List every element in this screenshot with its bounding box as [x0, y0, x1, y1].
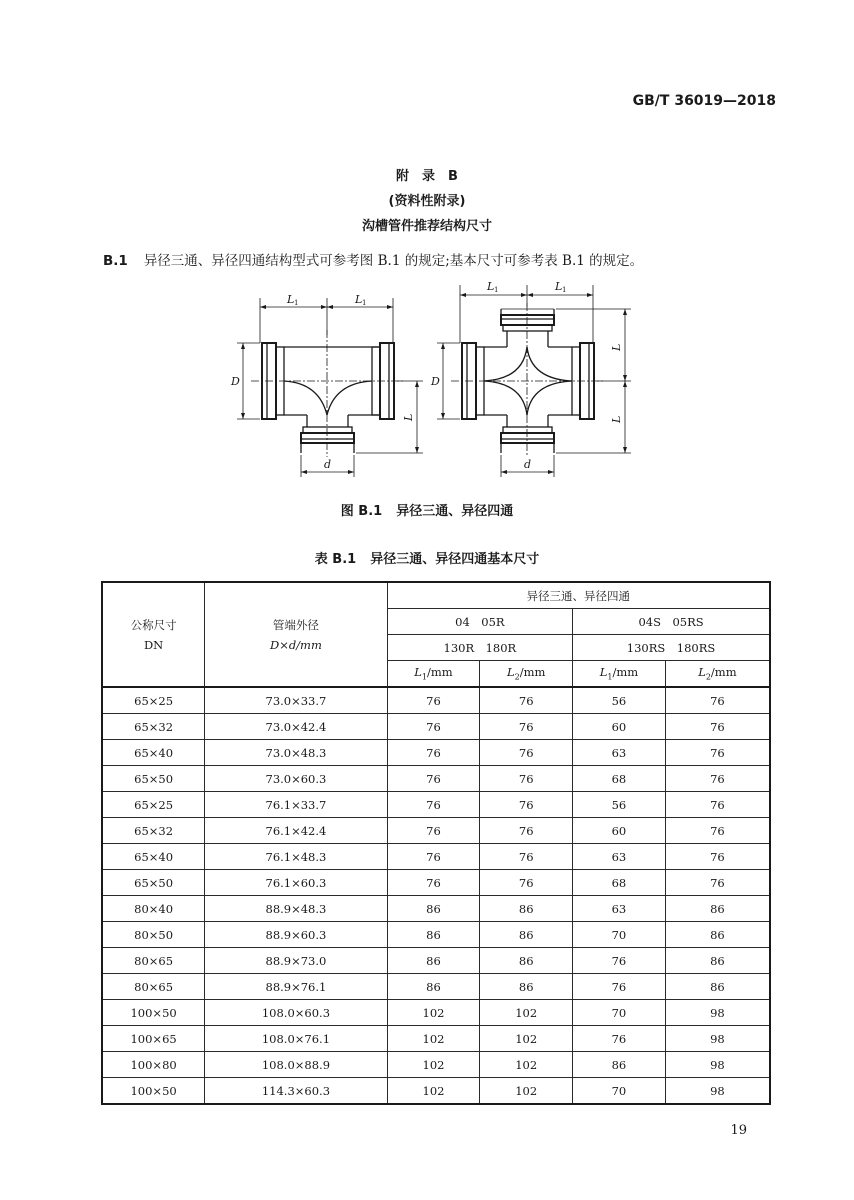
- cell-a-l2: 86: [480, 974, 573, 1000]
- cell-nominal-size: 65×25: [102, 687, 205, 714]
- cell-a-l1: 102: [387, 1000, 480, 1026]
- cell-b-l2: 76: [665, 687, 770, 714]
- cell-a-l2: 86: [480, 896, 573, 922]
- cell-nominal-size: 65×32: [102, 818, 205, 844]
- table-row: [102, 870, 770, 896]
- cell-nominal-size: 100×50: [102, 1000, 205, 1026]
- cell-outer-diameter: 73.0×33.7: [205, 687, 387, 714]
- figure-b1-drawing: [215, 275, 645, 485]
- svg-text:D: D: [231, 375, 240, 388]
- header-outer-diameter: 管端外径 D×d/mm: [205, 582, 387, 687]
- table-row: [102, 1000, 770, 1026]
- header-a-l2: $L_2/mm$: [480, 661, 573, 688]
- cell-outer-diameter: 88.9×60.3: [205, 922, 387, 948]
- cell-nominal-size: 65×50: [102, 870, 205, 896]
- cell-b-l1: 68: [573, 870, 666, 896]
- cell-nominal-size: 80×65: [102, 948, 205, 974]
- cell-a-l2: 102: [480, 1052, 573, 1078]
- svg-text:1: 1: [294, 299, 299, 307]
- tee-drawing: [230, 293, 423, 477]
- header-group-title: 异径三通、异径四通: [387, 582, 770, 609]
- svg-text:d: d: [524, 458, 532, 471]
- cell-a-l2: 76: [480, 766, 573, 792]
- table-row: [102, 1078, 770, 1105]
- svg-text:1: 1: [362, 299, 367, 307]
- cell-a-l1: 76: [387, 714, 480, 740]
- cell-a-l1: 86: [387, 974, 480, 1000]
- cell-a-l2: 76: [480, 687, 573, 714]
- annex-type: (资料性附录): [388, 194, 466, 209]
- table-caption-label: 表 B.1: [314, 552, 357, 567]
- dimensions-table: [101, 581, 771, 1105]
- cell-b-l2: 86: [665, 922, 770, 948]
- table-caption: [0, 548, 854, 567]
- cell-outer-diameter: 73.0×60.3: [205, 766, 387, 792]
- cell-a-l1: 76: [387, 766, 480, 792]
- cell-outer-diameter: 108.0×88.9: [205, 1052, 387, 1078]
- cell-b-l2: 76: [665, 818, 770, 844]
- cell-b-l2: 76: [665, 714, 770, 740]
- cell-outer-diameter: 76.1×48.3: [205, 844, 387, 870]
- cell-a-l1: 102: [387, 1078, 480, 1105]
- cell-a-l2: 102: [480, 1000, 573, 1026]
- cell-a-l2: 76: [480, 714, 573, 740]
- cell-a-l1: 76: [387, 687, 480, 714]
- cell-a-l2: 76: [480, 792, 573, 818]
- cell-a-l2: 102: [480, 1078, 573, 1105]
- table-caption-text: 异径三通、异径四通基本尺寸: [370, 552, 540, 567]
- svg-text:L: L: [555, 280, 563, 293]
- table-row: [102, 1026, 770, 1052]
- header-series-b-line2: 130RS 180RS: [573, 635, 770, 661]
- cell-b-l1: 56: [573, 792, 666, 818]
- cell-a-l1: 86: [387, 922, 480, 948]
- cell-a-l2: 76: [480, 844, 573, 870]
- table-row: [102, 740, 770, 766]
- cell-a-l2: 76: [480, 870, 573, 896]
- cell-nominal-size: 65×32: [102, 714, 205, 740]
- cross-drawing: [430, 280, 631, 477]
- cell-b-l1: 70: [573, 922, 666, 948]
- cell-a-l2: 86: [480, 948, 573, 974]
- cell-b-l1: 68: [573, 766, 666, 792]
- cell-a-l1: 86: [387, 896, 480, 922]
- table-row: [102, 818, 770, 844]
- cell-outer-diameter: 73.0×48.3: [205, 740, 387, 766]
- svg-text:L: L: [610, 343, 623, 351]
- cell-outer-diameter: 108.0×60.3: [205, 1000, 387, 1026]
- cell-nominal-size: 100×50: [102, 1078, 205, 1105]
- cell-b-l1: 63: [573, 896, 666, 922]
- cell-outer-diameter: 108.0×76.1: [205, 1026, 387, 1052]
- page-number: 19: [730, 1123, 747, 1138]
- cell-a-l2: 76: [480, 740, 573, 766]
- cell-b-l1: 76: [573, 948, 666, 974]
- clause-number: B.1: [103, 253, 128, 269]
- cell-b-l2: 86: [665, 948, 770, 974]
- cell-outer-diameter: 73.0×42.4: [205, 714, 387, 740]
- cell-b-l1: 60: [573, 818, 666, 844]
- standard-code: GB/T 36019—2018: [632, 93, 776, 109]
- svg-text:1: 1: [562, 286, 567, 294]
- cell-a-l1: 76: [387, 818, 480, 844]
- table-row: [102, 766, 770, 792]
- table-row: [102, 844, 770, 870]
- cell-outer-diameter: 88.9×73.0: [205, 948, 387, 974]
- table-row: [102, 1052, 770, 1078]
- cell-b-l1: 76: [573, 1026, 666, 1052]
- cell-b-l1: 76: [573, 974, 666, 1000]
- cell-b-l2: 76: [665, 792, 770, 818]
- cell-b-l1: 86: [573, 1052, 666, 1078]
- svg-text:L: L: [355, 293, 363, 306]
- figure-caption-text: 异径三通、异径四通: [396, 504, 514, 519]
- cell-nominal-size: 100×65: [102, 1026, 205, 1052]
- clause-b1: [103, 249, 643, 269]
- header-b-l2: $L_2/mm$: [665, 661, 770, 688]
- cell-b-l2: 76: [665, 740, 770, 766]
- cell-a-l1: 76: [387, 792, 480, 818]
- cell-outer-diameter: 114.3×60.3: [205, 1078, 387, 1105]
- cell-a-l2: 76: [480, 818, 573, 844]
- cell-outer-diameter: 76.1×42.4: [205, 818, 387, 844]
- cell-b-l1: 70: [573, 1000, 666, 1026]
- header-series-a-line2: 130R 180R: [387, 635, 572, 661]
- cell-b-l1: 60: [573, 714, 666, 740]
- cell-b-l2: 76: [665, 844, 770, 870]
- cell-b-l2: 86: [665, 896, 770, 922]
- svg-text:L: L: [402, 413, 415, 421]
- svg-text:L: L: [287, 293, 295, 306]
- cell-outer-diameter: 88.9×76.1: [205, 974, 387, 1000]
- figure-caption-label: 图 B.1: [340, 504, 383, 519]
- cell-a-l1: 102: [387, 1026, 480, 1052]
- table-row: [102, 896, 770, 922]
- cell-outer-diameter: 88.9×48.3: [205, 896, 387, 922]
- header-series-b-line1: 04S 05RS: [573, 609, 770, 635]
- cell-b-l2: 98: [665, 1026, 770, 1052]
- cell-nominal-size: 65×40: [102, 740, 205, 766]
- cell-b-l1: 63: [573, 844, 666, 870]
- cell-b-l2: 76: [665, 870, 770, 896]
- cell-nominal-size: 80×65: [102, 974, 205, 1000]
- annex-title: 附 录 B: [396, 169, 458, 184]
- table-row: [102, 687, 770, 714]
- cell-b-l2: 98: [665, 1052, 770, 1078]
- svg-text:L: L: [610, 415, 623, 423]
- cell-b-l1: 63: [573, 740, 666, 766]
- cell-b-l1: 70: [573, 1078, 666, 1105]
- cell-b-l2: 76: [665, 766, 770, 792]
- cell-a-l1: 76: [387, 740, 480, 766]
- cell-nominal-size: 65×50: [102, 766, 205, 792]
- cell-a-l2: 86: [480, 922, 573, 948]
- annex-name: 沟槽管件推荐结构尺寸: [361, 219, 492, 234]
- table-row: [102, 922, 770, 948]
- cell-nominal-size: 65×40: [102, 844, 205, 870]
- cell-nominal-size: 100×80: [102, 1052, 205, 1078]
- clause-text: 异径三通、异径四通结构型式可参考图 B.1 的规定;基本尺寸可参考表 B.1 的规定。: [143, 253, 644, 269]
- header-series-a-line1: 04 05R: [387, 609, 572, 635]
- svg-text:L: L: [487, 280, 495, 293]
- cell-b-l2: 98: [665, 1078, 770, 1105]
- svg-text:1: 1: [494, 286, 499, 294]
- cell-outer-diameter: 76.1×33.7: [205, 792, 387, 818]
- cell-a-l2: 102: [480, 1026, 573, 1052]
- cell-a-l1: 102: [387, 1052, 480, 1078]
- header-b-l1: $L_1/mm$: [573, 661, 666, 688]
- table-row: [102, 948, 770, 974]
- table-row: [102, 714, 770, 740]
- header-nominal-size: 公称尺寸 DN: [102, 582, 205, 687]
- cell-b-l1: 56: [573, 687, 666, 714]
- cell-nominal-size: 80×50: [102, 922, 205, 948]
- cell-nominal-size: 65×25: [102, 792, 205, 818]
- table-row: [102, 974, 770, 1000]
- svg-text:D: D: [431, 375, 440, 388]
- cell-outer-diameter: 76.1×60.3: [205, 870, 387, 896]
- figure-caption: [0, 500, 854, 519]
- table-row: [102, 792, 770, 818]
- cell-a-l1: 86: [387, 948, 480, 974]
- svg-text:d: d: [324, 458, 332, 471]
- cell-a-l1: 76: [387, 844, 480, 870]
- cell-b-l2: 98: [665, 1000, 770, 1026]
- cell-b-l2: 86: [665, 974, 770, 1000]
- cell-nominal-size: 80×40: [102, 896, 205, 922]
- header-a-l1: $L_1/mm$: [387, 661, 480, 688]
- cell-a-l1: 76: [387, 870, 480, 896]
